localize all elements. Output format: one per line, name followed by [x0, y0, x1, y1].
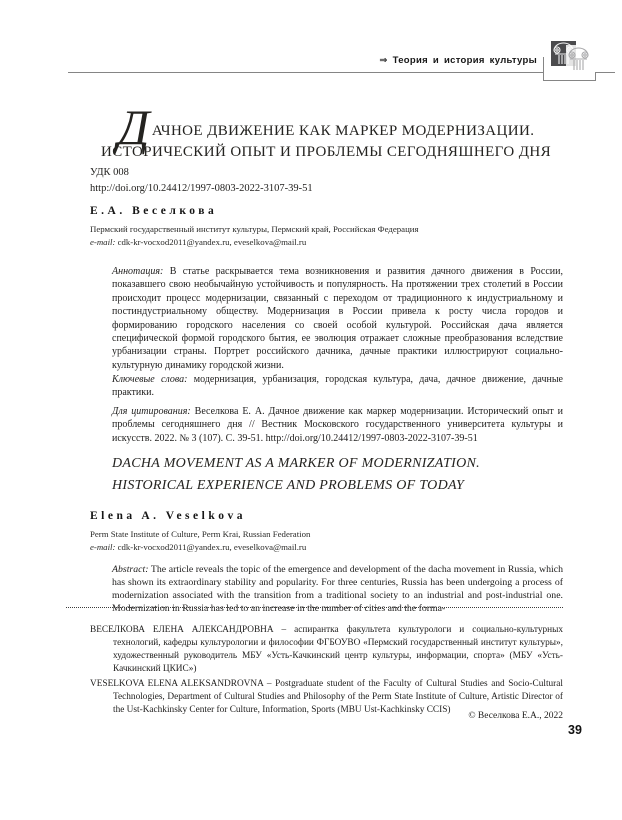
- title-line-1-text: АЧНОЕ ДВИЖЕНИЕ КАК МАРКЕР МОДЕРНИЗАЦИИ.: [151, 123, 535, 139]
- title-en-line-2: HISTORICAL EXPERIENCE AND PROBLEMS OF TODAY: [112, 478, 465, 493]
- abstract-en-label: Abstract:: [112, 563, 149, 575]
- header-bracket-line: [543, 57, 544, 81]
- affiliation-line: Perm State Institute of Culture, Perm Krai, Russian Federation: [90, 529, 311, 539]
- affiliation-line: Пермский государственный институт культуры, Пермский край, Российская Федерация: [90, 224, 419, 234]
- email-line: [90, 541, 563, 554]
- header-rule: [68, 72, 543, 73]
- author-bio-en: VESELKOVA ELENA ALEKSANDROVNA – Postgraduate student of the Faculty of Cultural Studies and Socio-Cultural Technologies, Department of Cultural Studies and Philosophy of the Perm State Institute of Culture, Artistic Director of the Ust-Kachkinsky Center for Culture, Information, Sports (MBU Ust-Kachkinsky CCIS): [90, 679, 563, 716]
- abstract-ru-label: Аннотация:: [112, 266, 164, 277]
- email-line: [90, 236, 563, 249]
- udc-code: УДК 008: [90, 167, 129, 178]
- title-line-2: ИСТОРИЧЕСКИЙ ОПЫТ И ПРОБЛЕМЫ СЕГОДНЯШНЕГО ДНЯ: [100, 144, 552, 160]
- article-title-ru: [76, 99, 576, 163]
- article-title-en: [112, 453, 480, 497]
- abstract-ru-text: В статье раскрывается тема возникновения и развития дачного движения в России, показавшего свою необычайную устойчивость и популярность. На протяжении трех столетий в России происходит процесс модернизации, связанный с переходом от традиционного к индустриальному и постиндустриальному обществу. Модернизация в России привела к росту числа городов и формированию городского населения со своей особой культурой. Российская дача является специфической формой городского бытия, ее эволюция отражает сложные преобразования вследствие урбанизации страны. Портрет российского дачника, дачные практики иллюстрируют социально-культурную динамику городской жизни.: [112, 266, 563, 371]
- author-name-ru: Е.А. Веселкова: [90, 205, 218, 217]
- doi-link: http://doi.org/10.24412/1997-0803-2022-3107-39-51: [90, 183, 313, 194]
- email-label: e-mail:: [90, 541, 116, 552]
- header-bracket-line: [595, 72, 596, 81]
- citation-label: Для цитирования:: [112, 406, 191, 417]
- copyright-notice: © Веселкова Е.А., 2022: [468, 711, 563, 721]
- author-bio-ru: ВЕСЕЛКОВА ЕЛЕНА АЛЕКСАНДРОВНА – аспирантка факультета культурологи и социально-культурных технологий, кафедры культурологии и философии ФГБОУВО «Пермский государственный институт культуры», художественный руководитель МБУ «Усть-Качкинский центр культуры, информации, спорта» (МБУ «Усть-Качкинский ЦКИС»): [90, 625, 563, 675]
- keywords-text: модернизация, урбанизация, городская культура, дача, дачное движение, дачные практики.: [112, 374, 563, 399]
- citation-text: Веселкова Е. А. Дачное движение как маркер модернизации. Исторический опыт и проблемы сегодняшнего дня // Вестник Московского государственного университета культуры и искусств. 2022. № 3 (107). С. 39-51. http://doi.org/10.24412/1997-0803-2022-3107-39-51: [112, 406, 564, 444]
- column-capital-icon: [551, 40, 593, 74]
- keywords-label: Ключевые слова:: [112, 374, 188, 385]
- title-dropcap: Д: [117, 99, 150, 155]
- header-bracket-line: [543, 80, 596, 81]
- author-affiliation-en: [90, 528, 563, 553]
- section-header: ⇒ Теория и история культуры: [379, 55, 537, 66]
- keywords: [112, 373, 563, 400]
- citation: [112, 405, 563, 445]
- footnote-separator: [66, 607, 563, 608]
- title-en-line-1: DACHA MOVEMENT AS A MARKER OF MODERNIZATION.: [112, 456, 480, 471]
- abstract-ru: [112, 265, 563, 372]
- email-addresses: cdk-kr-vocxod2011@yandex.ru, eveselkova@mail.ru: [117, 236, 307, 247]
- email-label: e-mail:: [90, 236, 116, 247]
- author-affiliation-ru: [90, 223, 563, 248]
- author-name-en: Elena A. Veselkova: [90, 510, 246, 522]
- email-addresses: cdk-kr-vocxod2011@yandex.ru, eveselkova@mail.ru: [117, 541, 307, 552]
- header-bracket-line: [595, 72, 615, 73]
- page-number: 39: [568, 723, 582, 737]
- abstract-en-text: The article reveals the topic of the emergence and development of the dacha movement in Russia, which has shown its extraordinary stability and popularity. For three centuries, Russia has been undergoing a process of modernization associated with the transition from a traditional society to an industrial and post-industrial one. Modernization in Russia has led to an increase in the number of cities and the forma-: [112, 563, 563, 614]
